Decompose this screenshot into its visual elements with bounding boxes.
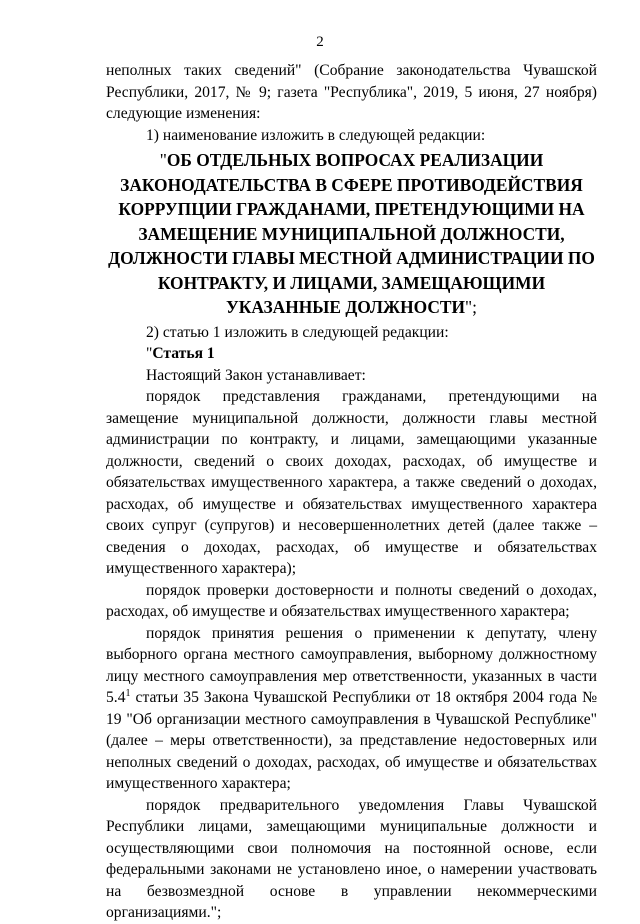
intro-paragraph: неполных таких сведений" (Собрание законодательства Чувашской Республики, 2017, № 9; газета "Республика", 2019, 5 июня, 27 ноября) следующие изменения: <box>106 62 597 122</box>
item-1: 1) наименование изложить в следующей редакции: <box>146 126 486 144</box>
paragraph-3-part-b: статьи 35 Закона Чувашской Республики от 18 октября 2004 года № 19 "Об организации местного самоуправления в Чувашской Республике" (далее – меры ответственности), за представление недостоверных или неполных сведений о доходах, расходах, об имуществе и обязательствах имущественного характера; <box>106 689 597 792</box>
paragraph-4: порядок предварительного уведомления Главы Чувашской Республики лицами, замещающими муниципальные должности и осуществляющими свои полномочия на постоянной основе, если федеральными законами не установлено иное, о намерении участвовать на безвозмездной основе в управлении некоммерческими организациями."; <box>106 796 597 921</box>
article-heading-text: Статья 1 <box>152 345 215 362</box>
page-number: 2 <box>316 34 324 50</box>
title-text: ОБ ОТДЕЛЬНЫХ ВОПРОСАХ РЕАЛИЗАЦИИ ЗАКОНОДАТЕЛЬСТВА В СФЕРЕ ПРОТИВОДЕЙСТВИЯ КОРРУПЦИИ ГРАЖДАНАМИ, ПРЕТЕНДУЮЩИМИ НА ЗАМЕЩЕНИЕ МУНИЦИПАЛЬНОЙ ДОЛЖНОСТИ, ДОЛЖНОСТИ ГЛАВЫ МЕСТНОЙ АДМИНИСТРАЦИИ ПО КОНТРАКТУ, И ЛИЦАМИ, ЗАМЕЩАЮЩИМИ УКАЗАННЫЕ ДОЛЖНОСТИ <box>108 150 595 317</box>
article-heading <box>106 343 597 365</box>
paragraph-2: порядок проверки достоверности и полноты сведений о доходах, расходах, об имуществе и обязательствах имущественного характера; <box>106 581 597 620</box>
title-close: "; <box>465 297 477 317</box>
item-2: 2) статью 1 изложить в следующей редакции: <box>146 323 449 341</box>
article-intro: Настоящий Закон устанавливает: <box>146 366 366 384</box>
law-title <box>106 148 597 320</box>
superscript: 1 <box>125 687 131 699</box>
paragraph-3 <box>106 623 597 795</box>
paragraph-1: порядок представления гражданами, претендующими на замещение муниципальной должности, должности главы местной администрации по контракту, и лицами, замещающими указанные должности, сведений о своих доходах, расходах, об имуществе и обязательствах имущественного характера, а также сведений о доходах, расходах, об имуществе и обязательствах имущественного характера своих супруг (супругов) и несовершеннолетних детей (далее также – сведения о доходах, расходах, об имуществе и обязательствах имущественного характера); <box>106 388 597 577</box>
paragraph-3-part-a: порядок принятия решения о применении к депутату, члену выборного органа местного самоуправления, выборному должностному лицу местного самоуправления мер ответственности, указанных в части 5.4 <box>106 624 597 706</box>
document-body <box>106 60 597 924</box>
title-open-quote: " <box>159 150 167 170</box>
article-open-quote: " <box>146 345 153 362</box>
